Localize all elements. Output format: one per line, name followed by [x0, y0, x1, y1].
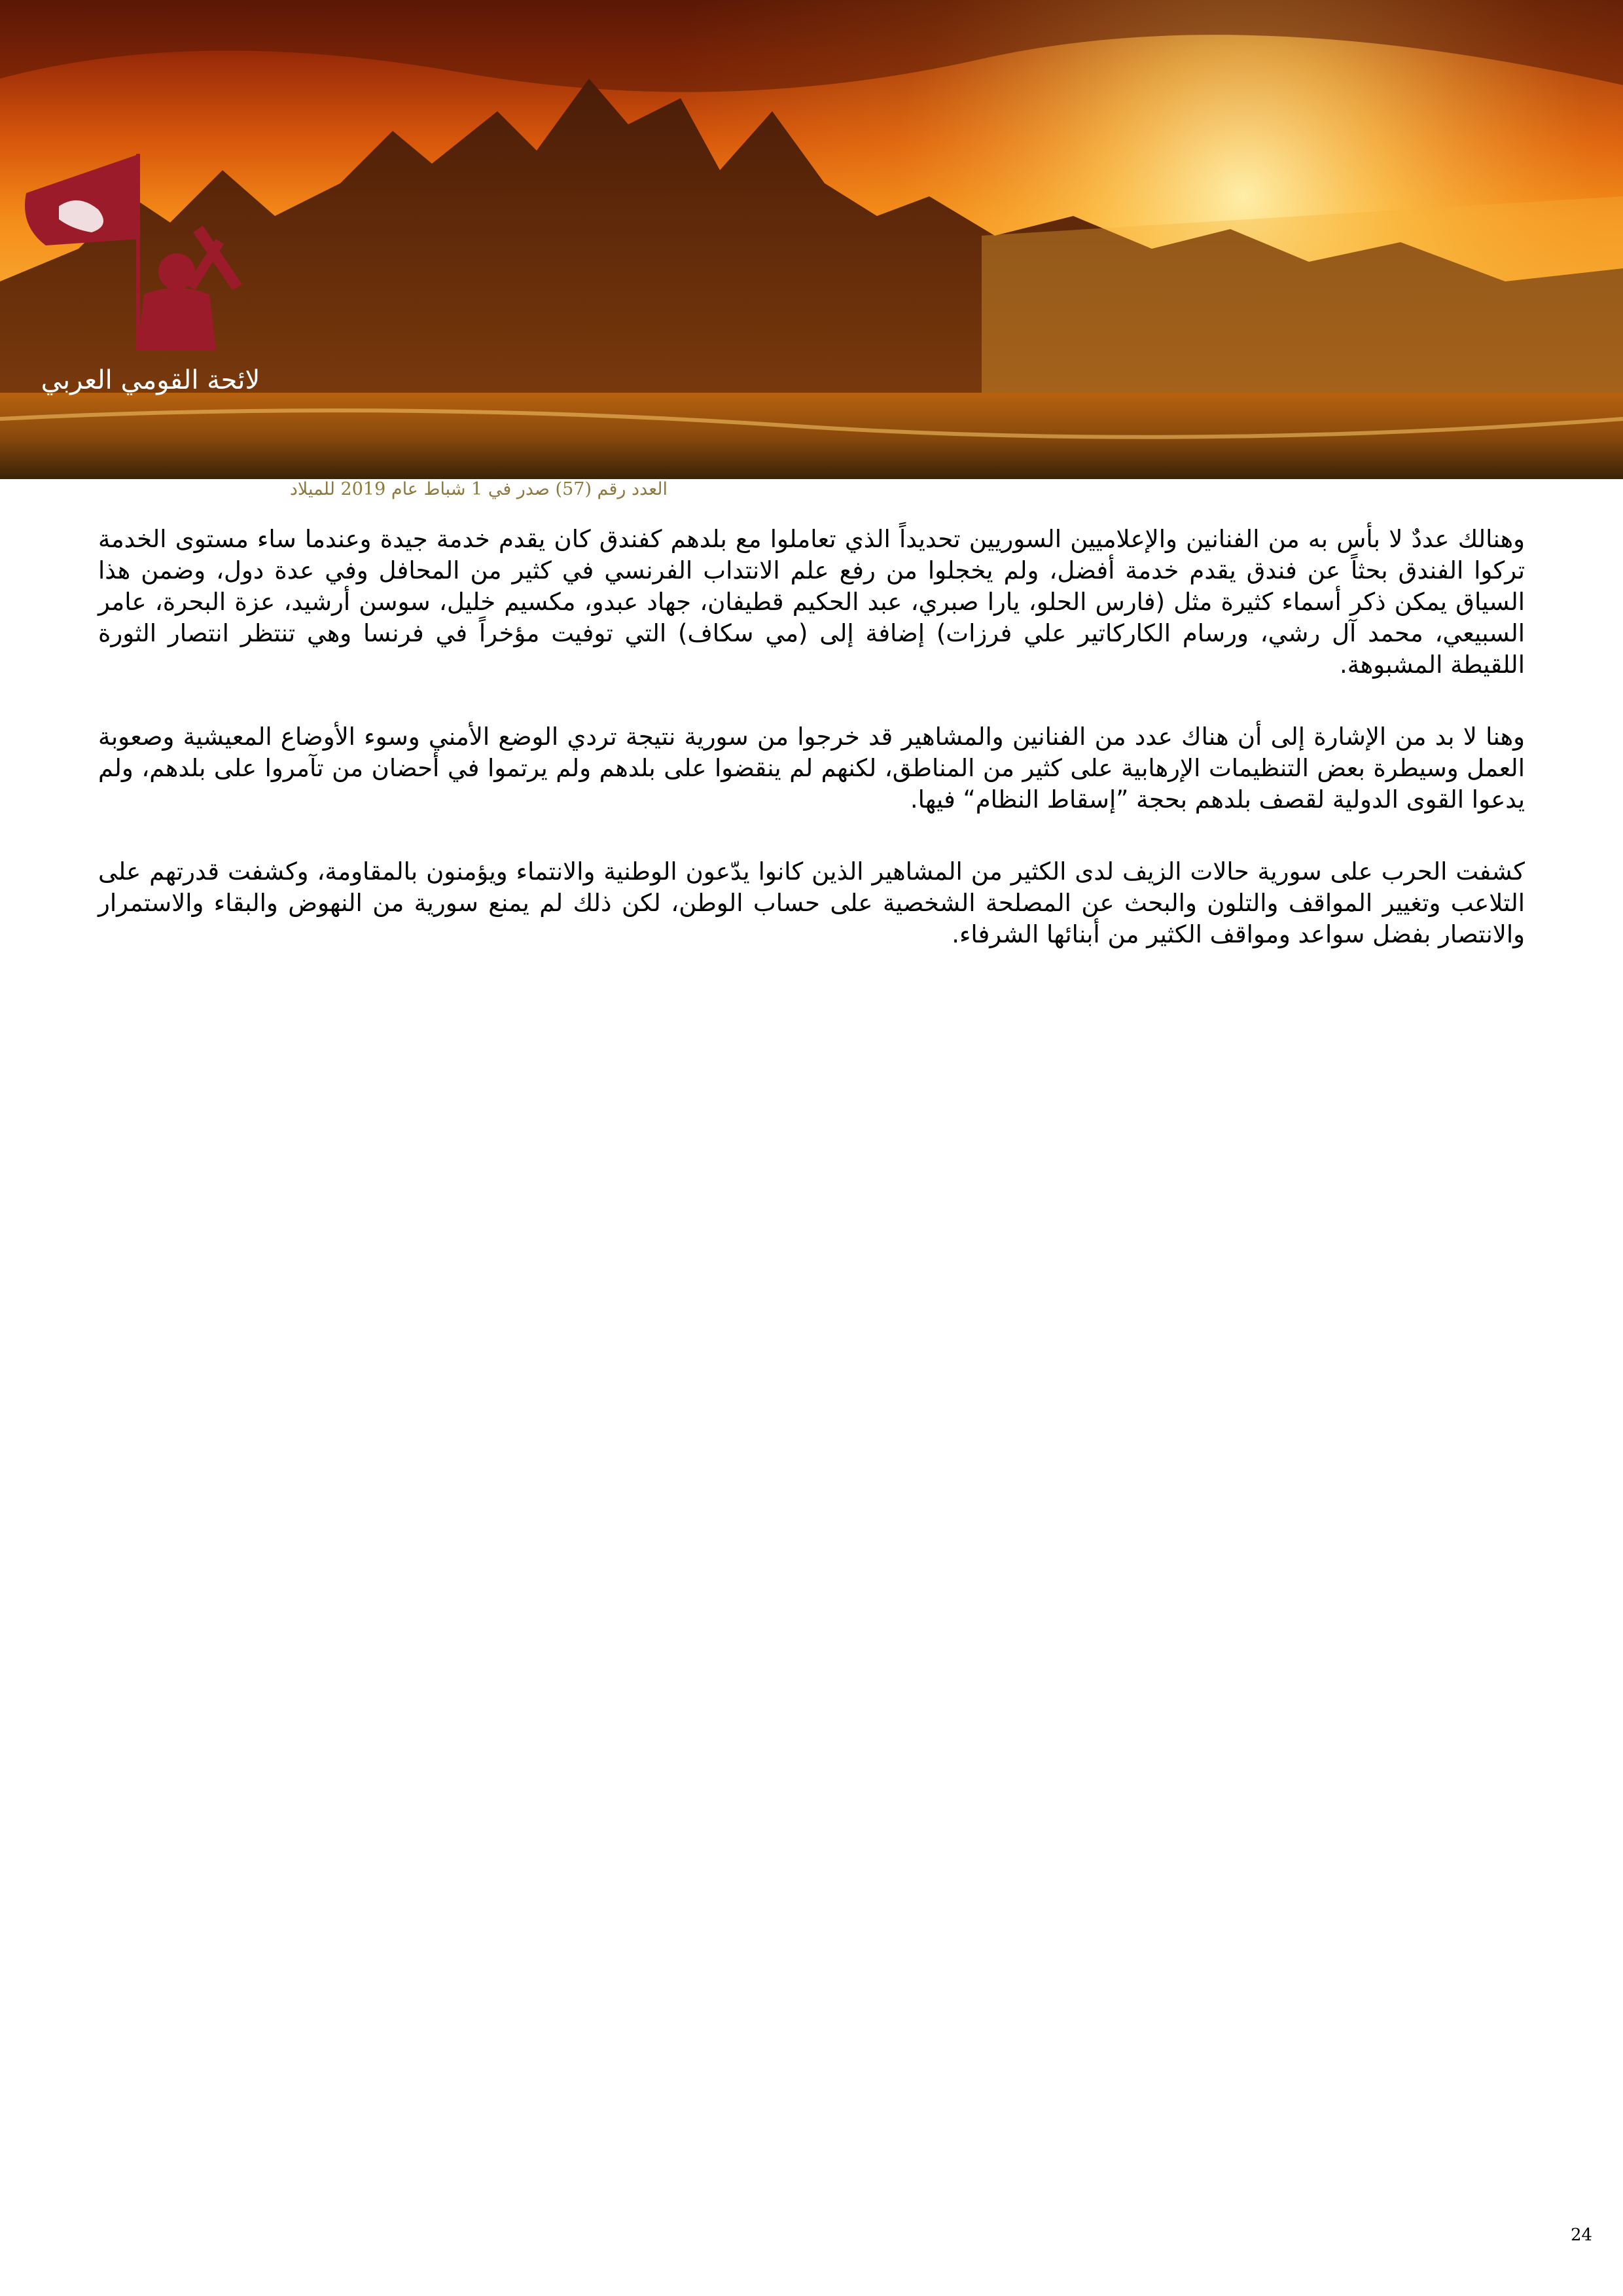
header-banner [0, 0, 1623, 479]
article-body [98, 524, 1525, 991]
article-paragraph: كشفت الحرب على سورية حالات الزيف لدى الكثير من المشاهير الذين كانوا يدّعون الوطنية والانتماء ويؤمنون بالمقاومة، وكشفت قدرتهم على التلاعب وتغيير المواقف والتلون والبحث عن المصلحة الشخصية على حساب الوطن، لكن ذلك لم يمنع سورية من النهوض والبقاء والاستمرار والانتصار بفضل سواعد ومواقف الكثير من أبنائها الشرفاء. [98, 857, 1525, 948]
issue-info: العدد رقم (57) صدر في 1 شباط عام 2019 للميلاد [289, 479, 668, 499]
page-number: 24 [1571, 2225, 1593, 2245]
article-paragraph: وهنالك عددٌ لا بأس به من الفنانين والإعلاميين السوريين تحديداً الذي تعاملوا مع بلدهم كفندق كان يقدم خدمة جيدة وعندما ساء مستوى الخدمة تركوا الفندق بحثاً عن فندق يقدم خدمة أفضل، ولم يخجلوا من رفع علم الانتداب الفرنسي في كثير من المحافل وفي عدة دول، وضمن هذا السياق يمكن ذكر أسماء كثيرة مثل (فارس الحلو، يارا صبري، عبد الحكيم قطيفان، جهاد عبدو، مكسيم خليل، سوسن أرشيد، عزة البحرة، عامر السبيعي، محمد آل رشي، ورسام الكاركاتير علي فرزات) إضافة إلى (مي سكاف) التي توفيت مؤخراً في فرنسا وهي تنتظر انتصار الثورة اللقيطة المشبوهة. [98, 525, 1525, 679]
logo-caption: لائحة القومي العربي [41, 365, 260, 395]
fighter-with-flag-icon [20, 147, 281, 357]
article-paragraph: وهنا لا بد من الإشارة إلى أن هناك عدد من الفنانين والمشاهير قد خرجوا من سورية نتيجة تردي الوضع الأمني وسوء الأوضاع المعيشية وصعوبة العمل وسيطرة بعض التنظيمات الإرهابية على كثير من المناطق، لكنهم لم ينقضوا على بلدهم ولم يرتموا في أحضان من تآمروا على بلدهم، ولم يدعوا القوى الدولية لقصف بلدهم بحجة ”إسقاط النظام“ فيها. [98, 723, 1525, 814]
